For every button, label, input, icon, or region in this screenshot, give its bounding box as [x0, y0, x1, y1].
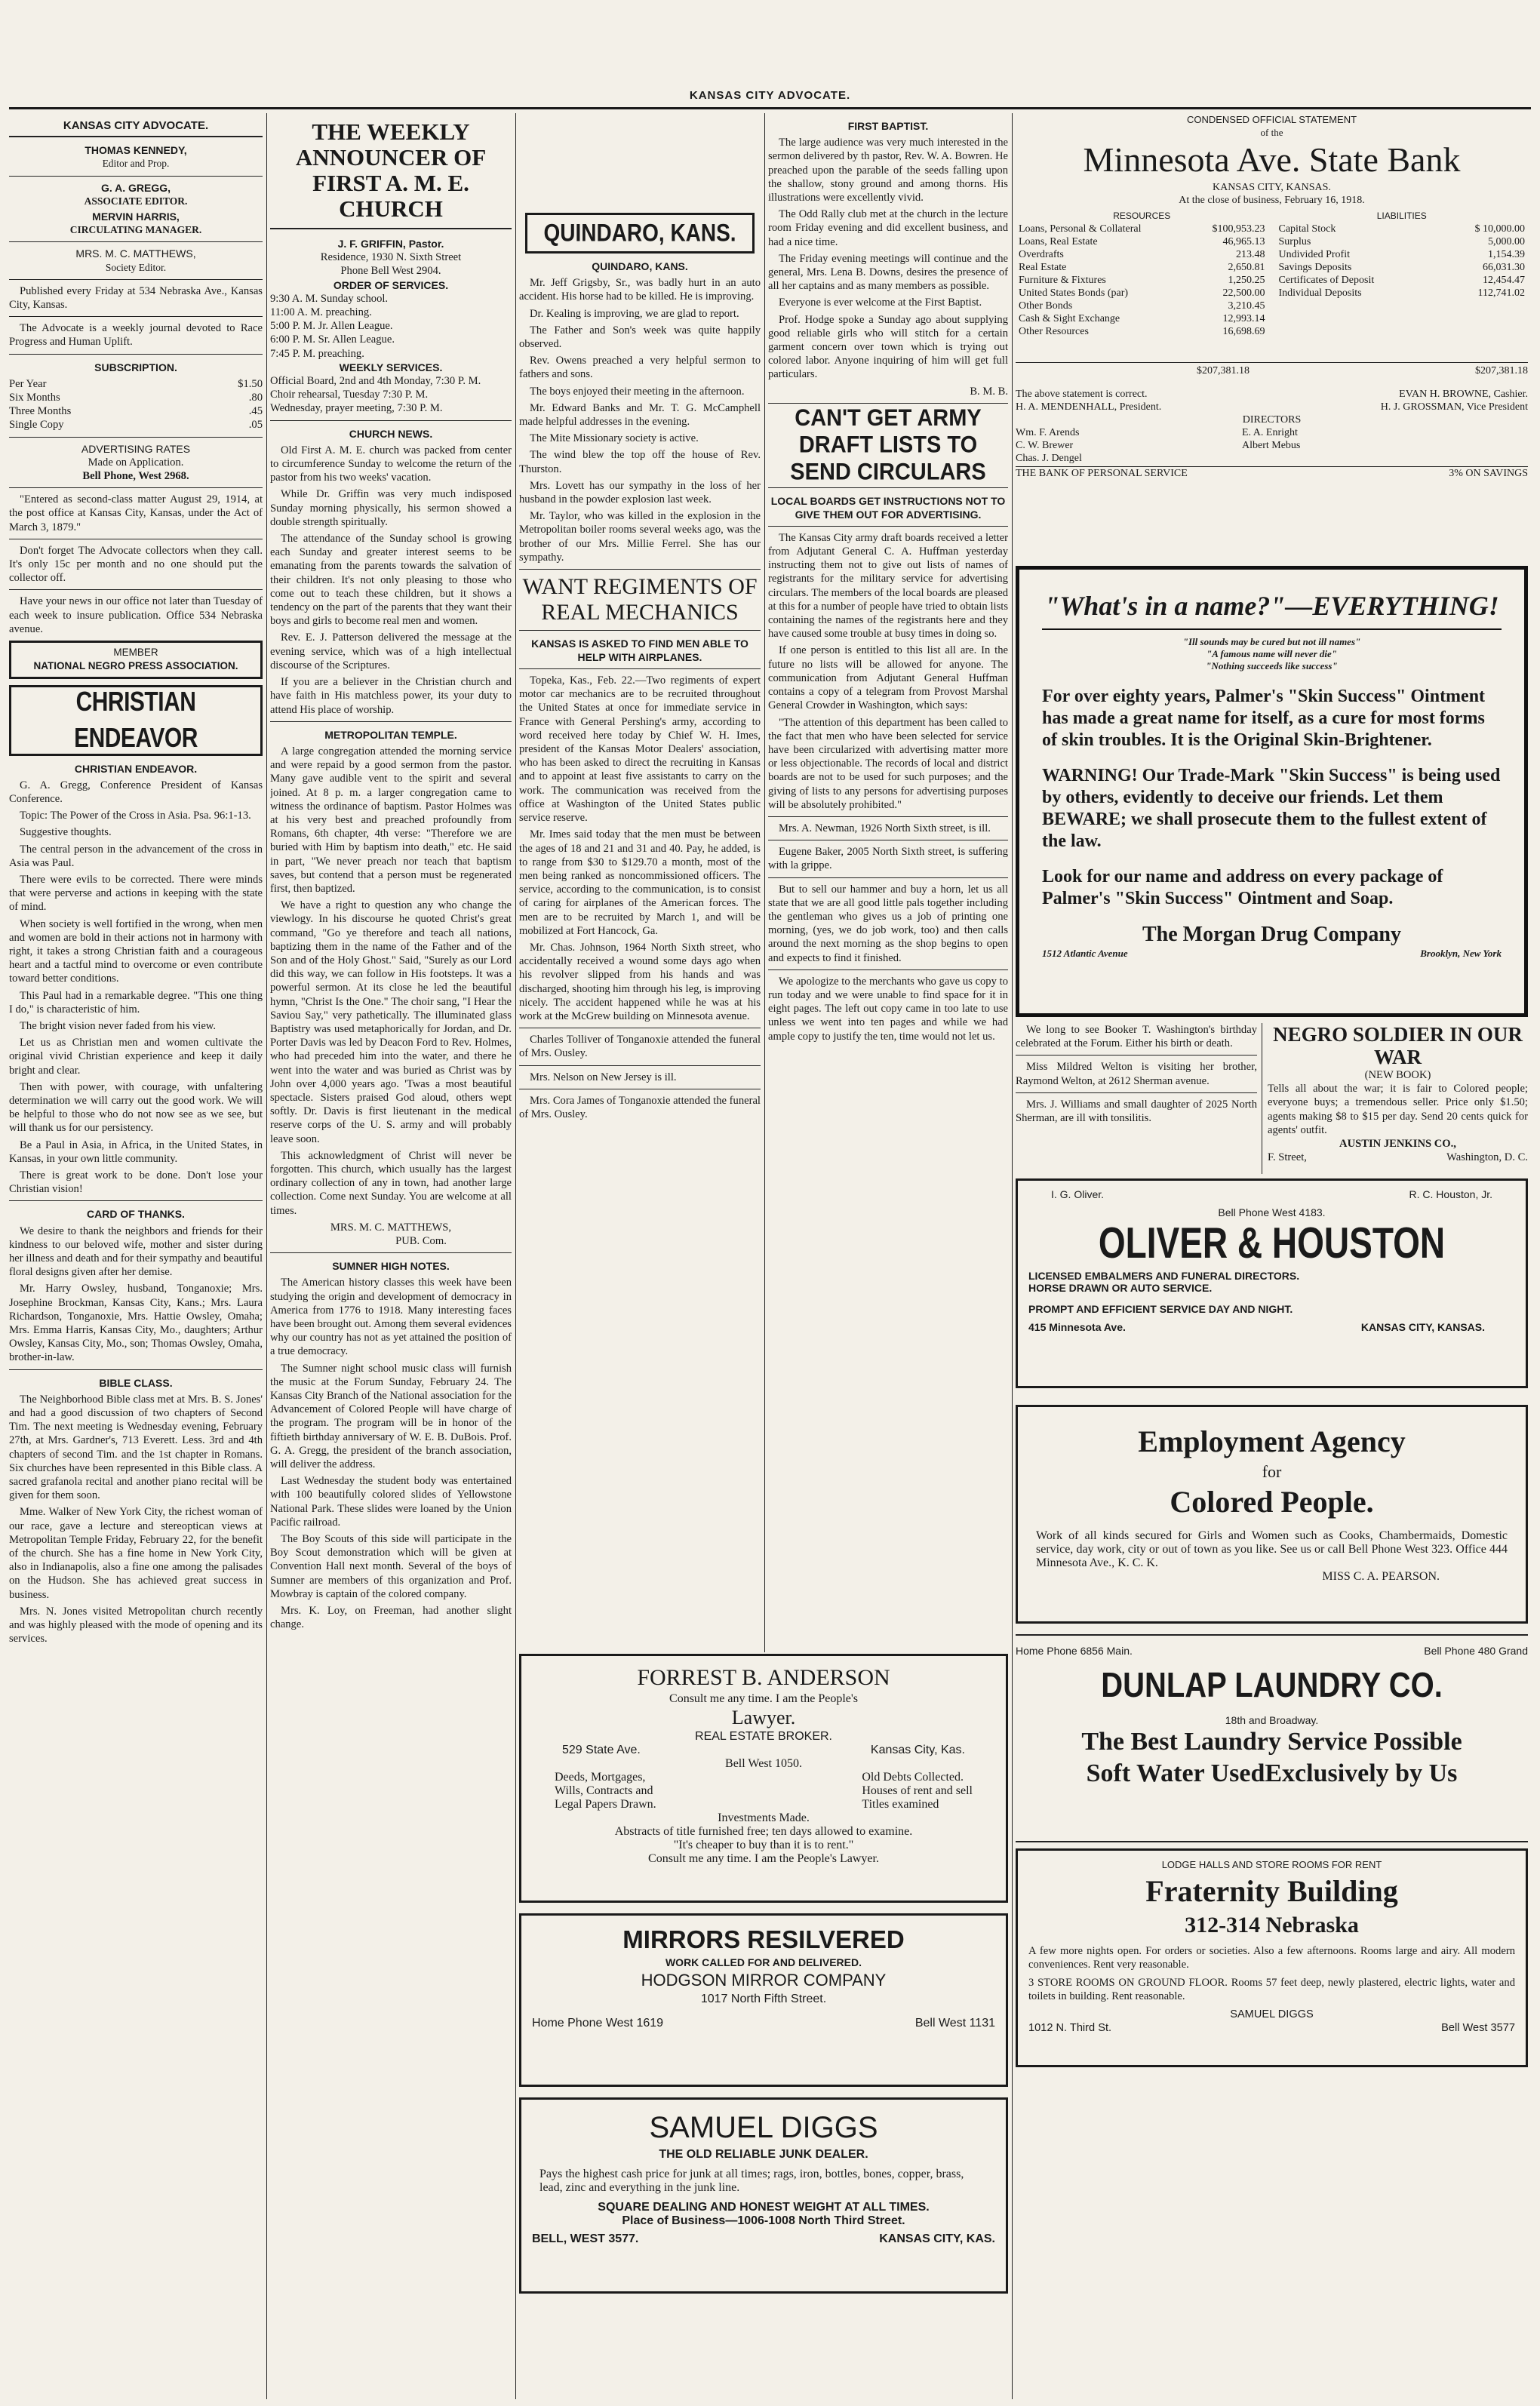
rate-row: Three Months .45 — [9, 405, 263, 418]
church-news-paragraph: The attendance of the Sunday school is growing each Sunday and greater interest seems to be emanating from the parents towards the salvation of their children. It's not only pleasing to those who come out to teach these children, but it shows a tendency on the part of the parents that they want their boys and girls to become real men and women. — [270, 533, 512, 628]
advertising-sub: Made on Application. — [88, 456, 184, 469]
bible-paragraph: The Neighborhood Bible class met at Mrs. B. S. Jones' and had a good discussion of two chapters of Second Tim. The next meeting is Wednesday evening, February 27th, at Mrs. Gardner's, 713 Everett. Less. 3rd and 4th chapters of second Tim. and the 1st chapter in Romans. Six churches have been represented in this Bible class. A sacred grafanola recital and another piano recital will be given for them soon. — [9, 1393, 263, 1502]
church-news-paragraph: Old First A. M. E. church was packed from center to circumference Sunday to welcome the return of the pastor from his two weeks' vacation. — [270, 444, 512, 484]
ce-paragraph: The central person in the advancement of the cross in Asia was Paul. — [9, 843, 263, 869]
dunlap-line-1: The Best Laundry Service Possible — [1081, 1728, 1462, 1756]
pastor-phone: Phone Bell West 2904. — [340, 265, 441, 278]
thanks-paragraph: We desire to thank the neighbors and friends for their kindness to our beloved wife, mother and sister during her illness and death and for their sympathy and beautiful floral designs given after her demise. — [9, 1225, 263, 1279]
draft-deck: LOCAL BOARDS GET INSTRUCTIONS NOT TO GIVE THEM OUT FOR ADVERTISING. — [770, 494, 1006, 521]
running-head: KANSAS CITY ADVOCATE. — [689, 89, 851, 102]
service-line: 7:45 P. M. preaching. — [270, 347, 364, 360]
baptist-paragraph: Prof. Hodge spoke a Sunday ago about supplying good reliable girls who will stitch for a certain garment concern over town which is trying out colored labor. Anyone inquiring of him will get full particulars. — [768, 313, 1008, 381]
mirrors-address: 1017 North Fifth Street. — [700, 1993, 827, 2005]
palmer-skin-success-ad — [1016, 566, 1528, 1017]
service-line: 11:00 A. M. preaching. — [270, 306, 372, 319]
mechanics-deck: KANSAS IS ASKED TO FIND MEN ABLE TO HELP WITH AIRPLANES. — [531, 638, 748, 664]
palmer-city: Brooklyn, New York — [1420, 948, 1502, 959]
washington-note: We long to see Booker T. Washington's birthday celebrated at the Forum. Either his birth or death. — [1016, 1024, 1257, 1050]
metropolitan-sign-name: MRS. M. C. MATTHEWS, — [330, 1221, 452, 1234]
service-line: 5:00 P. M. Jr. Allen League. — [270, 320, 393, 333]
fraternity-top: LODGE HALLS AND STORE ROOMS FOR RENT — [1161, 1859, 1382, 1870]
williams-note: Mrs. J. Williams and small daughter of 2025 North Sherman, are ill with tonsilitis. — [1016, 1098, 1257, 1125]
rate-row: Per Year $1.50 — [9, 377, 263, 390]
diggs-title: SAMUEL DIGGS — [649, 2111, 878, 2144]
dunlap-bell-phone: Bell Phone 480 Grand — [1424, 1645, 1528, 1657]
church-news-head: CHURCH NEWS. — [349, 427, 433, 440]
palmer-quote: "Nothing succeeds like success" — [1206, 660, 1338, 671]
oliver-houston-ad — [1016, 1178, 1528, 1388]
mirrors-sub: WORK CALLED FOR AND DELIVERED. — [665, 1956, 862, 1968]
draft-paragraph: The Kansas City army draft boards received a letter from Adjutant General C. A. Huffman yesterday instructing them not to give out lists of names of registrants for the military service for advertising circulars. The members of the local boards are pleased at this for a number of people have tried to obtain lists containing the names of the registrants here and they have caused some trouble at busy times in doing so. — [768, 531, 1008, 641]
diggs-city: KANSAS CITY, KAS. — [879, 2232, 995, 2245]
fraternity-building-ad — [1016, 1848, 1528, 2067]
bank-statement-ad — [1016, 113, 1528, 562]
masthead-title: KANSAS CITY ADVOCATE. — [9, 119, 263, 137]
column-3 — [519, 113, 761, 1652]
anderson-lawyer: Lawyer. — [731, 1707, 796, 1728]
first-baptist-head: FIRST BAPTIST. — [847, 120, 929, 132]
quindaro-paragraph: The Father and Son's week was quite happily observed. — [519, 324, 761, 351]
bank-name: Minnesota Ave. State Bank — [1083, 140, 1461, 179]
baptist-paragraph: Everyone is ever welcome at the First Baptist. — [779, 297, 982, 309]
thanks-paragraph: Mr. Harry Owsley, husband, Tonganoxie; Mrs. Josephine Brockman, Kansas City, Kans.; Mrs. Laura Richardson, Tonganoxie, Mrs. Hattie Owsley, Omaha; Mrs. Emma Harris, Kansas City, Mo., daughters; Arthur Owsley, Kansas City, Mo., son; Thomas Owsley, Omaha, brother-in-law. — [9, 1283, 263, 1364]
staff-name-4: MRS. M. C. MATTHEWS, — [75, 247, 196, 260]
anderson-ad — [519, 1654, 1008, 1903]
bank-condensed: CONDENSED OFFICIAL STATEMENT — [1186, 114, 1357, 125]
quindaro-paragraph: Mr. Edward Banks and Mr. T. G. McCamphell made helpful addresses in the evening. — [519, 401, 761, 429]
oliver-name: I. G. Oliver. — [1051, 1188, 1105, 1200]
metropolitan-paragraph: We have a right to question any who change the viewlogy. In his discourse he quoted Christ's great command, "Go ye therefore and teach all nations, baptizing them in the name of the Father and of the Son and of the Holy Ghost." Said, "Surely as our Lord did this way, we can follow in His footsteps. It was a powerful sermon. At its close he led the beautiful hymn, "Christ Is the One." The choir sang, "I Hear the Saviou Say," very pathetically. The illuminated glass Baptistry was used metaphorically for Jordan, and Dr. Porter Davis was led by Deacon Ford to Rev. Holmes, who had preceded him into the water, and there he went into the water and was buried as Christ was by John over 4,000 years ago. 'Twas a most beautiful spectacle. Sisters praised God aloud, others wept softly. Dr. Davis is first lieutenant in the medical reserve corps of the U. S. army and will probably leave soon. — [270, 899, 512, 1145]
negro-soldier-street: F. Street, — [1268, 1151, 1307, 1164]
ce-paragraph: This Paul had in a remarkable degree. "This one thing I do," is characteristic of him. — [9, 989, 263, 1016]
column-4 — [768, 113, 1008, 1652]
diggs-junk-ad — [519, 2097, 1008, 2294]
advertising-phone: Bell Phone, West 2968. — [82, 470, 189, 483]
bible-paragraph: Mrs. N. Jones visited Metropolitan church recently and was highly pleased with the mode of opening and its services. — [9, 1605, 263, 1645]
press-member-box — [9, 641, 263, 678]
member-label: MEMBER — [113, 647, 158, 659]
bank-president: H. A. MENDENHALL, President. — [1016, 401, 1162, 413]
welton-note: Miss Mildred Welton is visiting her brother, Raymond Welton, at 2612 Sherman avenue. — [1016, 1061, 1257, 1087]
weekly-services-head: WEEKLY SERVICES. — [339, 361, 443, 373]
diggs-sub: THE OLD RELIABLE JUNK DEALER. — [659, 2148, 868, 2161]
anderson-address: 529 State Ave. — [562, 1744, 641, 1756]
mirrors-bell-phone: Bell West 1131 — [914, 2017, 995, 2030]
liabilities-table: Capital Stock $ 10,000.00 Surplus 5,000.00 Undivided Profit 1,154.39 Savings Deposits 66,031.30 Certificates of Deposit 12,454.47 Individual Deposits 112,741.02 — [1278, 223, 1525, 299]
anderson-phone: Bell West 1050. — [725, 1757, 802, 1770]
ce-paragraph: The bright vision never faded from his view. — [20, 1019, 217, 1032]
oliver-title: OLIVER & HOUSTON — [1098, 1218, 1446, 1268]
mechanics-paragraph: Mrs. Nelson on New Jersey is ill. — [530, 1071, 677, 1083]
weekly-service-line: Wednesday, prayer meeting, 7:30 P. M. — [270, 402, 443, 415]
staff-role-2: ASSOCIATE EDITOR. — [84, 195, 188, 207]
ce-paragraph: Topic: The Power of the Cross in Asia. Psa. 96:1-13. — [20, 810, 251, 822]
negro-soldier-title: NEGRO SOLDIER IN OUR WAR — [1273, 1023, 1523, 1068]
fraternity-title: Fraternity Building — [1145, 1874, 1398, 1908]
rate-row: Six Months .80 — [9, 392, 263, 404]
sumner-head: SUMNER HIGH NOTES. — [332, 1260, 450, 1273]
anderson-investments: Investments Made. — [718, 1811, 810, 1824]
quindaro-paragraph: The boys enjoyed their meeting in the afternoon. — [530, 385, 745, 398]
church-news-paragraph: If you are a believer in the Christian church and have faith in His matchless power, its your duty to attend His place of worship. — [270, 676, 512, 716]
collectors-note: Don't forget The Advocate collectors when they call. It's only 15c per month and no one should put the collector off. — [9, 544, 263, 585]
mechanics-paragraph: Topeka, Kas., Feb. 22.—Two regiments of expert motor car mechanics are to be recruited throughout the United States at once for immediate service in France with General Pershing's army, according to word received here today by Chief W. H. Imes, president of the Kansas Motor Dealers' association, who has been asked to direct the recruiting in Kansas and to appoint at least five assistants to carry on the work. The communication was received from the office at Washington of the United States public service reserve. — [519, 674, 761, 825]
anderson-city: Kansas City, Kas. — [870, 1744, 965, 1756]
oliver-line-2: HORSE DRAWN OR AUTO SERVICE. — [1028, 1282, 1213, 1294]
palmer-body-1: For over eighty years, Palmer's "Skin Success" Ointment has made a great name for itself, as a cure for most forms of skin troubles. It is the Original Skin-Brightener. — [1042, 687, 1486, 750]
mechanics-paragraph: Mr. Chas. Johnson, 1964 North Sixth street, who accidentally received a wound some days ago when his revolver slipped from his hands and was discharged, shooting him through his leg, is improving nicely. The accident happened while he was at his work at the McGrew building on Minnesota avenue. — [519, 941, 761, 1022]
dunlap-home-phone: Home Phone 6856 Main. — [1016, 1645, 1133, 1657]
draft-paragraph: Mrs. A. Newman, 1926 North Sixth street, is ill. — [779, 822, 991, 834]
employment-body: Work of all kinds secured for Girls and Women such as Cooks, Chambermaids, Domestic service, day work, city or out of town as you like. See us or call Bell Phone West 323. Office 444 Minnesota Ave., K. C. K. — [1036, 1529, 1508, 1569]
metropolitan-head: METROPOLITAN TEMPLE. — [324, 728, 457, 741]
mechanics-paragraph: Mr. Imes said today that the men must be between the ages of 18 and 21 and 31 and 40. Pay, he added, is to range from $30 to $129.70 a month, most of the men being ranked as noncommissioned officers. The service, according to the communication, is to consist of caring for airplanes of the American forces. The men are to be recruited by March 1, and will be mobilized at Fort Hancock, Ga. — [519, 828, 761, 937]
palmer-body-3: Look for our name and address on every package of Palmer's "Skin Success" Ointment and Soap. — [1042, 867, 1443, 908]
anderson-consult: Consult me any time. I am the People's Lawyer. — [648, 1852, 879, 1865]
oliver-line-3: PROMPT AND EFFICIENT SERVICE DAY AND NIGHT. — [1028, 1303, 1293, 1315]
dunlap-laundry-ad — [1016, 1645, 1528, 1823]
advertising-head: ADVERTISING RATES — [81, 442, 191, 455]
diggs-place: Place of Business—1006-1008 North Third Street. — [622, 2214, 905, 2227]
draft-paragraph: But to sell our hammer and buy a horn, let us all state that we are all good little pals together including the gentleman who gives us a job of printing one morning, (yes, we do job work, too) and then calls around the next morning as the shop begins to open and expects to find it finished. — [768, 883, 1008, 964]
employment-name: MISS C. A. PEARSON. — [1322, 1570, 1440, 1583]
metropolitan-paragraph: This acknowledgment of Christ will never be forgotten. This church, which usually has the largest ordinary collection of any in town, had another large collection. Come next Sunday. You are welcome at all times. — [270, 1149, 512, 1217]
bank-cashier: EVAN H. BROWNE, Cashier. — [1399, 389, 1528, 400]
column-1 — [9, 113, 263, 2399]
quindaro-paragraph: Mrs. Lovett has our sympathy in the loss of her husband in the powder explosion last week. — [519, 479, 761, 506]
newspaper-page — [9, 8, 1531, 2399]
quindaro-paragraph: The wind blew the top off the house of Rev. Thurston. — [519, 449, 761, 475]
quindaro-banner: QUINDARO, KANS. — [525, 213, 755, 254]
quindaro-paragraph: Dr. Kealing is improving, we are glad to report. — [530, 307, 739, 320]
fraternity-street: 1012 N. Third St. — [1028, 2022, 1112, 2034]
staff-role-1: Editor and Prop. — [102, 158, 170, 170]
dunlap-title: DUNLAP LAUNDRY CO. — [1101, 1666, 1443, 1705]
fraternity-body-2: 3 STORE ROOMS ON GROUND FLOOR. Rooms 57 feet deep, newly plastered, electric lights, water and toilets in building. Rent reasonable. — [1028, 1977, 1515, 2002]
draft-paragraph: If one person is entitled to this list all are. In the future no lists will be allowed for anyone. The communication from Adjutant General Huffman contains a copy of a telegram from Provost Marshal General Crowder in Washington, which says: — [768, 644, 1008, 712]
palmer-quote: "A famous name will never die" — [1206, 648, 1337, 659]
bank-correct: The above statement is correct. — [1016, 389, 1148, 400]
anderson-cheaper: "It's cheaper to buy than it is to rent." — [673, 1839, 854, 1851]
mirrors-company: HODGSON MIRROR COMPANY — [641, 1971, 887, 1990]
baptist-sign: B. M. B. — [970, 385, 1008, 398]
sumner-paragraph: Last Wednesday the student body was entertained with 100 beautifully colored slides of Yellowstone National Park. These slides were loaned by the Union Pacific railroad. — [270, 1475, 512, 1529]
staff-name-2: G. A. GREGG, — [100, 181, 171, 194]
sumner-paragraph: Mrs. K. Loy, on Freeman, had another slight change. — [270, 1605, 512, 1631]
pastor-name: J. F. GRIFFIN, Pastor. — [337, 238, 444, 250]
diggs-square: SQUARE DEALING AND HONEST WEIGHT AT ALL TIMES. — [598, 2201, 930, 2214]
staff-name-3: MERVIN HARRIS, — [92, 210, 180, 223]
mechanics-paragraph: Charles Tolliver of Tonganoxie attended the funeral of Mrs. Ousley. — [519, 1034, 761, 1060]
ce-paragraph: Then with power, with courage, with unfaltering determination we will carry out the good work. We will be helpful to those who do not now see as we see, but will thank us for our persistency. — [9, 1080, 263, 1135]
bank-close: At the close of business, February 16, 1918. — [1179, 195, 1365, 206]
quindaro-head: QUINDARO, KANS. — [592, 260, 688, 272]
oliver-phone: Bell Phone West 4183. — [1218, 1206, 1326, 1218]
houston-name: R. C. Houston, Jr. — [1409, 1188, 1492, 1200]
ce-paragraph: There is great work to be done. Don't lose your Christian vision! — [9, 1169, 263, 1196]
subscription-head: SUBSCRIPTION. — [94, 361, 177, 373]
bible-class-head: BIBLE CLASS. — [99, 1376, 173, 1389]
staff-name-1: THOMAS KENNEDY, — [85, 144, 187, 157]
bank-of-the: of the — [1260, 127, 1283, 138]
negro-soldier-company: AUSTIN JENKINS CO., — [1339, 1138, 1456, 1151]
diggs-body: Pays the highest cash price for junk at all times; rags, iron, bottles, bones, copper, brass, lead, zinc and everything in the junk line. — [539, 2168, 964, 2194]
column-rule — [515, 113, 516, 2399]
sumner-paragraph: The Boy Scouts of this side will participate in the Boy Scout demonstration which will be given at Convention Hall next month. Several of the boys of Sumner are members of this organization and Prof. Mowbray is captain of the colored company. — [270, 1533, 512, 1600]
oliver-line-1: LICENSED EMBALMERS AND FUNERAL DIRECTORS. — [1028, 1270, 1300, 1282]
mirrors-title: MIRRORS RESILVERED — [622, 1925, 905, 1953]
quindaro-paragraph: Mr. Jeff Grigsby, Sr., was badly hurt in an auto accident. His horse had to be killed. He is improving. — [519, 277, 761, 303]
bank-directors-head: DIRECTORS — [1242, 414, 1302, 426]
weekly-service-line: Choir rehearsal, Tuesday 7:30 P. M. — [270, 389, 429, 401]
employment-title: Employment Agency — [1138, 1424, 1406, 1458]
mechanics-paragraph: Mrs. Cora James of Tonganoxie attended the funeral of Mrs. Ousley. — [519, 1094, 761, 1120]
staff-role-3: CIRCULATING MANAGER. — [69, 224, 202, 236]
dunlap-address: 18th and Broadway. — [1225, 1714, 1319, 1726]
anderson-name: FORREST B. ANDERSON — [637, 1665, 890, 1690]
oliver-city: KANSAS CITY, KANSAS. — [1360, 1321, 1485, 1333]
mirrors-home-phone: Home Phone West 1619 — [532, 2017, 664, 2030]
ce-byline: G. A. Gregg, Conference President of Kansas Conference. — [9, 779, 263, 805]
oliver-address: 415 Minnesota Ave. — [1028, 1321, 1126, 1333]
palmer-quote: "Ill sounds may be cured but not ill names" — [1182, 636, 1361, 647]
negro-soldier-sub: (NEW BOOK) — [1364, 1069, 1431, 1081]
ce-paragraph: When society is well fortified in the wrong, when men and women are bold in their actions not in harmony with right, it takes a strong Christian faith and a courageous heart and a tactful mind to overcome or even contribute toward better conditions. — [9, 917, 263, 985]
ce-paragraph: Be a Paul in Asia, in Africa, in the United States, in Kansas, in your own little community. — [9, 1138, 263, 1165]
member-association: NATIONAL NEGRO PRESS ASSOCIATION. — [33, 660, 238, 672]
fraternity-phone: Bell West 3577 — [1441, 2022, 1515, 2034]
column-rule — [1012, 113, 1013, 2399]
rate-row: Single Copy .05 — [9, 419, 263, 432]
head-rule — [9, 107, 1531, 109]
employment-agency-ad — [1016, 1405, 1528, 1624]
palmer-company: The Morgan Drug Company — [1142, 923, 1401, 946]
dunlap-line-2: Soft Water UsedExclusively by Us — [1086, 1759, 1458, 1787]
bible-paragraph: Mme. Walker of New York City, the richest woman of our race, gave a lecture and stereoptican views at Metropolitan Temple Friday, February 22, for the benefit of the church. She has a fine home in New York City, also in Indianapolis, also a fine one among the palisades on the Hudson. She has achieved great success in business. — [9, 1506, 263, 1601]
baptist-paragraph: The Friday evening meetings will continue and the general, Mrs. Lena B. Downs, desires the presence of all her captains and as many members as possible. — [768, 252, 1008, 293]
draft-paragraph: Eugene Baker, 2005 North Sixth street, is suffering with la grippe. — [768, 846, 1008, 872]
fraternity-sign: SAMUEL DIGGS — [1230, 2008, 1314, 2020]
published-note: Published every Friday at 534 Nebraska Ave., Kansas City, Kansas. — [9, 284, 263, 312]
ce-paragraph: There were evils to be corrected. There were minds that were perverse and actions in keeping with the state of mind. — [9, 873, 263, 914]
weekly-announcer-title: THE WEEKLY ANNOUNCER OF FIRST A. M. E. CHURCH — [270, 119, 512, 229]
anderson-services: Deeds, Mortgages, Wills, Contracts and Legal Papers Drawn. Old Debts Collected. Houses of rent and sell Titles examined — [555, 1771, 973, 1811]
ce-paragraph: Suggestive thoughts. — [20, 826, 112, 839]
employment-title-2: Colored People. — [1170, 1485, 1374, 1519]
service-line: 6:00 P. M. Sr. Allen League. — [270, 333, 395, 346]
sumner-paragraph: The American history classes this week have been studying the origin and development of democracy in America from 1776 to 1918. Many interesting faces have been brought out. Among them several evidences why our country has not as yet attained the position of a true democracy. — [270, 1277, 512, 1358]
negro-soldier-body: Tells all about the war; it is fair to Colored people; everyone buys; a tremendous seller. Price only $1.50; agents making $8 to $15 per day. Send 20 cents quick for agents' outfit. — [1268, 1083, 1528, 1136]
anderson-abstracts: Abstracts of title furnished free; ten days allowed to examine. — [614, 1825, 913, 1838]
bank-totals: $207,381.18 $207,381.18 — [1016, 362, 1528, 377]
diggs-phone: BELL, WEST 3577. — [532, 2232, 639, 2245]
entered-note: "Entered as second-class matter August 29, 1914, at the post office at Kansas City, Kansas, under the Act of March 3, 1879." — [9, 493, 263, 533]
draft-title: CAN'T GET ARMY DRAFT LISTS TO SEND CIRCULARS — [790, 404, 986, 485]
column-2 — [270, 113, 512, 2399]
resources-table: Loans, Personal & Collateral $100,953.23 Loans, Real Estate 46,965.13 Overdrafts 213.48 Real Estate 2,650.81 Furniture & Fixtures 1,250.25 United States Bonds (par) 22,500.00 Other Bonds 3,210.45 Cash & Sight Exchange 12,993.14 Other Resources 16,698.69 — [1019, 223, 1265, 337]
card-of-thanks-head: CARD OF THANKS. — [87, 1208, 185, 1221]
baptist-paragraph: The large audience was very much interested in the sermon delivered by th pastor, Rev. W. A. Bowren. He preached upon the parable of the seeds falling upon the shallow, stony ground and among thorns. His illustrations were excellently vivid. — [768, 137, 1008, 204]
anderson-broker: REAL ESTATE BROKER. — [695, 1730, 832, 1743]
baptist-paragraph: The Odd Rally club met at the church in the lecture room Friday evening and did excellent business, and had a nice time. — [768, 208, 1008, 248]
weekly-service-line: Official Board, 2nd and 4th Monday, 7:30 P. M. — [270, 375, 481, 388]
christian-endeavor-banner: CHRISTIAN ENDEAVOR — [9, 685, 263, 756]
bank-savings: 3% ON SAVINGS — [1449, 468, 1528, 479]
weekly-note: The Advocate is a weekly journal devoted to Race Progress and Human Uplift. — [9, 322, 263, 349]
anderson-tag: Consult me any time. I am the People's — [669, 1692, 858, 1705]
church-news-paragraph: Rev. E. J. Patterson delivered the message at the evening service, which was of a high intellectual discourse of the Scriptures. — [270, 631, 512, 671]
palmer-headline: "What's in a name?"—EVERYTHING! — [1042, 589, 1502, 630]
quindaro-paragraph: Rev. Owens preached a very helpful sermon to fathers and sons. — [519, 355, 761, 381]
column-rule — [764, 113, 765, 1652]
staff-role-4: Society Editor. — [105, 261, 167, 273]
pastor-residence: Residence, 1930 N. Sixth Street — [320, 251, 462, 264]
quindaro-paragraph: Mr. Taylor, who was killed in the explosion in the Metropolitan boiler rooms several weeks ago, was the brother of our Mrs. Millie Ferrel. She has our sympathy. — [519, 510, 761, 564]
employment-for: for — [1262, 1462, 1282, 1481]
quindaro-paragraph: The Mite Missionary society is active. — [530, 432, 699, 445]
draft-paragraph: We apologize to the merchants who gave us copy to run today and we were unable to find space for it in eight pages. The left out copy came in too late to use unless we went into ten pages and while we had ample copy to justify the ten, time would not let us. — [768, 975, 1008, 1043]
right-local-items — [1016, 1023, 1257, 1128]
news-note: Have your news in our office not later than Tuesday of each week to insure publication. Office 534 Nebraska avenue. — [9, 595, 263, 635]
classified-ads — [519, 1654, 1008, 2294]
column-rule — [266, 113, 267, 2399]
bank-balance-sheet: RESOURCES Loans, Personal & Collateral $100,953.23 Loans, Real Estate 46,965.13 Overdrafts 213.48 Real Estate 2,650.81 Furniture & Fixtures 1,250.25 United States Bonds (par) 22,500.00 Other Bonds 3,210.45 Cash & Sight Exchange 12,993.14 Other Resources 16,698.69 LIABILITIES Capital Stock $ 10,000.00 Surplus 5,000.00 Undivided Profit 1,154.39 Savings Deposits 66,031.30 Certificates of Deposit 12,454.47 Individual Deposits 112,741.02 — [1016, 210, 1528, 338]
fraternity-address: 312-314 Nebraska — [1185, 1913, 1359, 1937]
negro-soldier-ad — [1268, 1023, 1528, 1164]
right-ads-column — [1016, 113, 1531, 2399]
metropolitan-sign-role: PUB. Com. — [395, 1235, 447, 1248]
mechanics-title: WANT REGIMENTS OF REAL MECHANICS — [522, 574, 758, 625]
sumner-paragraph: The Sumner night school music class will furnish the music at the Forum Sunday, February 24. The Kansas City Branch of the National association for the Advancement of Colored People will have charge of the program. The program will be in honor of the fiftieth birthday anniversary of W. E. B. DuBois. Prof. G. A. Gregg, the president of the branch association, will deliver the address. — [270, 1362, 512, 1471]
palmer-body-2: WARNING! Our Trade-Mark "Skin Success" is being used by others, evidently to deceive our friends. Let them BEWARE; we shall prosecute them to the fullest extent of the law. — [1042, 766, 1501, 851]
draft-paragraph: "The attention of this department has been called to the fact that men who have been selected for service have been circularized with advertising matter more or less objectionable. The records of local and district boards are not to be used for such purposes; and the giving of lists to any persons for advertising purposes will be absolutely prohibited." — [768, 716, 1008, 811]
bank-personal-service: THE BANK OF PERSONAL SERVICE — [1016, 468, 1188, 479]
bank-directors: Wm. F. Arends C. W. Brewer Chas. J. Dengel E. A. Enright Albert Mebus — [1016, 427, 1301, 464]
ce-paragraph: Let us as Christian men and women cultivate the original vivid Christian experience and keep it daily bright and clear. — [9, 1037, 263, 1077]
order-of-services-head: ORDER OF SERVICES. — [333, 278, 449, 291]
fraternity-body-1: A few more nights open. For orders or societies. Also a few afternoons. Rooms large and airy. All modern conveniences. Rent very reasonable. — [1028, 1945, 1515, 1971]
bank-city: KANSAS CITY, KANSAS. — [1213, 182, 1331, 193]
negro-soldier-city: Washington, D. C. — [1446, 1151, 1528, 1164]
metropolitan-paragraph: A large congregation attended the morning service and were repaid by a good sermon from the pastor. Many gave audible vent to the spirit and several joined. At 8 p. m. a larger congregation came to witness the ordinance of baptism. Pastor Holmes was at his very best and preached profoundly from Romans, 6th chapter, 4th verse: "Therefore we are buried with Him by baptism into death," etc. He said in part, "We never preach nor teach that baptism saves, but contend that a person must be regenerated first, then baptized. — [270, 745, 512, 895]
bank-vice-president: H. J. GROSSMAN, Vice President — [1380, 401, 1528, 413]
ce-head: CHRISTIAN ENDEAVOR. — [74, 762, 198, 775]
mirrors-ad — [519, 1913, 1008, 2087]
palmer-address: 1512 Atlantic Avenue — [1042, 948, 1128, 959]
service-line: 9:30 A. M. Sunday school. — [270, 292, 389, 305]
church-news-paragraph: While Dr. Griffin was very much indisposed Sunday morning physically, his sermon showed a double strength spiritually. — [270, 488, 512, 528]
